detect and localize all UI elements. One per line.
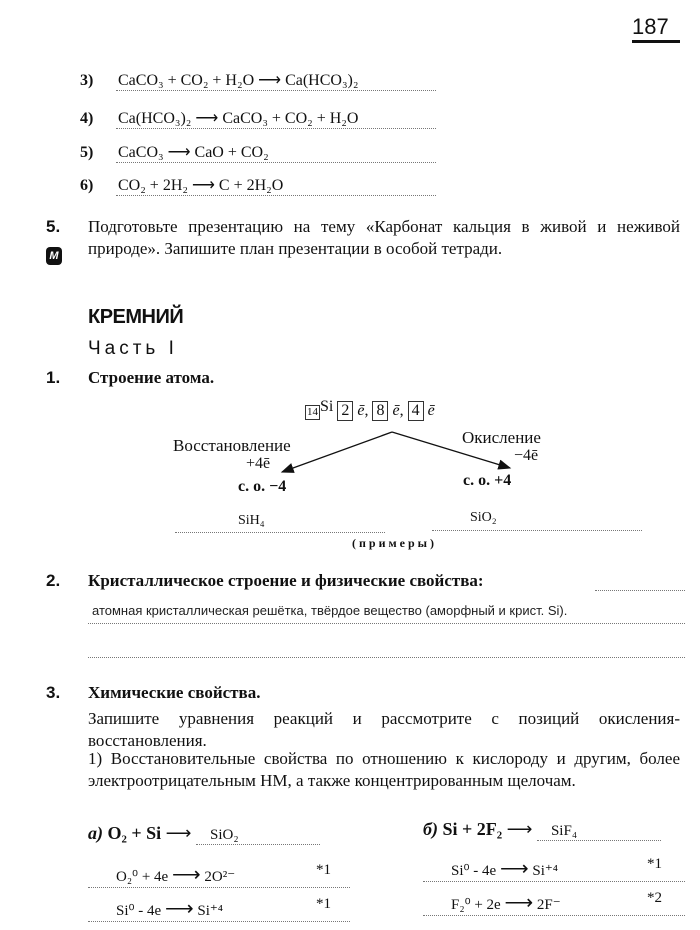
atom-structure: 14 Si 2 ē, 8 ē, 4 ē bbox=[307, 398, 435, 419]
shell-2-box: 8 bbox=[372, 401, 388, 421]
equation-right: CaO + CO₂ bbox=[194, 144, 269, 161]
shell-1-box: 2 bbox=[337, 401, 353, 421]
half-reaction-a1: O₂⁰ + 4e ⟶ 2O²⁻ *1 bbox=[88, 862, 350, 888]
task-2-answer: атомная кристаллическая решётка, твёрдое вещество (аморфный и крист. Si). bbox=[92, 603, 568, 618]
answer-line bbox=[88, 623, 685, 624]
equation-left: CaCO₃ bbox=[118, 144, 164, 161]
half-reaction-b1: Si⁰ - 4e ⟶ Si⁺⁴ *1 bbox=[423, 856, 685, 882]
page-number: 187 bbox=[632, 14, 669, 39]
product: SiO₂ bbox=[196, 827, 320, 845]
oxidation-label: Окисление bbox=[462, 428, 541, 447]
task-3-number: 3. bbox=[46, 683, 61, 702]
answer-line bbox=[595, 590, 685, 591]
arrow-icon: ⟶ bbox=[258, 72, 282, 89]
reactants: O₂ + Si bbox=[107, 823, 162, 843]
atomic-number-box: 14 bbox=[307, 406, 318, 418]
equation-number: 5) bbox=[80, 144, 94, 161]
reduction-label: Восстановление bbox=[173, 436, 291, 455]
part-label: Часть I bbox=[88, 338, 178, 359]
answer-line bbox=[432, 530, 642, 531]
electron-symbol: ē bbox=[357, 402, 365, 419]
product: SiF₄ bbox=[537, 823, 661, 841]
oxidation-example: SiO₂ bbox=[470, 510, 497, 525]
oxidation-electrons: −4ē bbox=[514, 447, 539, 464]
equation-left: Ca(HCO₃)₂ bbox=[118, 110, 192, 127]
section-title: КРЕМНИЙ bbox=[88, 306, 184, 328]
task-2-title: Кристаллическое строение и физические свойства: bbox=[88, 571, 484, 590]
equation-number: 6) bbox=[80, 177, 94, 194]
shell-3-box: 4 bbox=[408, 401, 424, 421]
arrow-icon: ⟶ bbox=[171, 864, 201, 886]
arrow-icon: ⟶ bbox=[504, 892, 534, 914]
reduction-electrons: +4ē bbox=[246, 455, 271, 472]
task-5-number: 5. bbox=[46, 217, 61, 236]
task-1-number: 1. bbox=[46, 368, 61, 387]
answer-line bbox=[88, 657, 685, 658]
reduction-ox-state: с. о. −4 bbox=[238, 478, 287, 495]
arrow-icon: ⟶ bbox=[499, 858, 529, 880]
answer-line bbox=[175, 532, 385, 533]
task-3-subtask-1: 1) Восстановительные свойства по отношению к кислороду и другим, более электроотрицательным НМ, а также концентрированным щелочам. bbox=[88, 749, 680, 790]
arrow-icon: ⟶ bbox=[191, 177, 215, 194]
arrow-icon: ⟶ bbox=[506, 819, 533, 839]
task-5-text: Подготовьте презентацию на тему «Карбонат кальция в живой и неживой природе». Запишите план презентации в особой тетради. bbox=[88, 217, 680, 258]
equation-right: Ca(HCO₃)₂ bbox=[285, 72, 359, 89]
task-3-instruction: Запишите уравнения реакций и рассмотрите с позиций окисления-восстановления. bbox=[88, 709, 680, 750]
coefficient: *1 bbox=[647, 856, 662, 872]
coefficient: *1 bbox=[316, 896, 331, 912]
task-1-title: Строение атома. bbox=[88, 368, 215, 387]
reaction-label: б) bbox=[423, 819, 438, 839]
equation-number: 3) bbox=[80, 72, 94, 89]
reaction-a bbox=[88, 823, 320, 845]
half-reaction-a2: Si⁰ - 4e ⟶ Si⁺⁴ *1 bbox=[88, 896, 350, 922]
reaction-label: а) bbox=[88, 823, 103, 843]
atom-symbol: Si bbox=[320, 398, 334, 415]
equation-number: 4) bbox=[80, 110, 94, 127]
equation-left: CaCO₃ + CO₂ + H₂O bbox=[118, 72, 255, 89]
task-2-number: 2. bbox=[46, 571, 61, 590]
reactants: Si + 2F₂ bbox=[442, 819, 503, 839]
electron-symbol: ē bbox=[427, 402, 435, 419]
reduction-arrow bbox=[282, 432, 392, 472]
equation-right: CaCO₃ + CO₂ + H₂O bbox=[222, 110, 359, 127]
arrow-icon: ⟶ bbox=[164, 898, 194, 920]
coefficient: *1 bbox=[316, 862, 331, 878]
arrow-icon: ⟶ bbox=[195, 110, 219, 127]
electron-symbol: ē bbox=[392, 402, 400, 419]
oxidation-ox-state: с. о. +4 bbox=[463, 472, 512, 489]
reduction-example: SiH₄ bbox=[238, 513, 265, 528]
equation-left: CO₂ + 2H₂ bbox=[118, 177, 188, 194]
reaction-b bbox=[423, 819, 661, 841]
coefficient: *2 bbox=[647, 890, 662, 906]
arrow-icon: ⟶ bbox=[165, 823, 192, 843]
equation-right: C + 2H₂O bbox=[218, 177, 284, 194]
examples-caption: (примеры) bbox=[352, 536, 438, 550]
arrow-icon: ⟶ bbox=[167, 144, 191, 161]
media-m-icon: M bbox=[46, 247, 62, 265]
half-reaction-b2: F₂⁰ + 2e ⟶ 2F⁻ *2 bbox=[423, 890, 685, 916]
task-3-title: Химические свойства. bbox=[88, 683, 261, 702]
